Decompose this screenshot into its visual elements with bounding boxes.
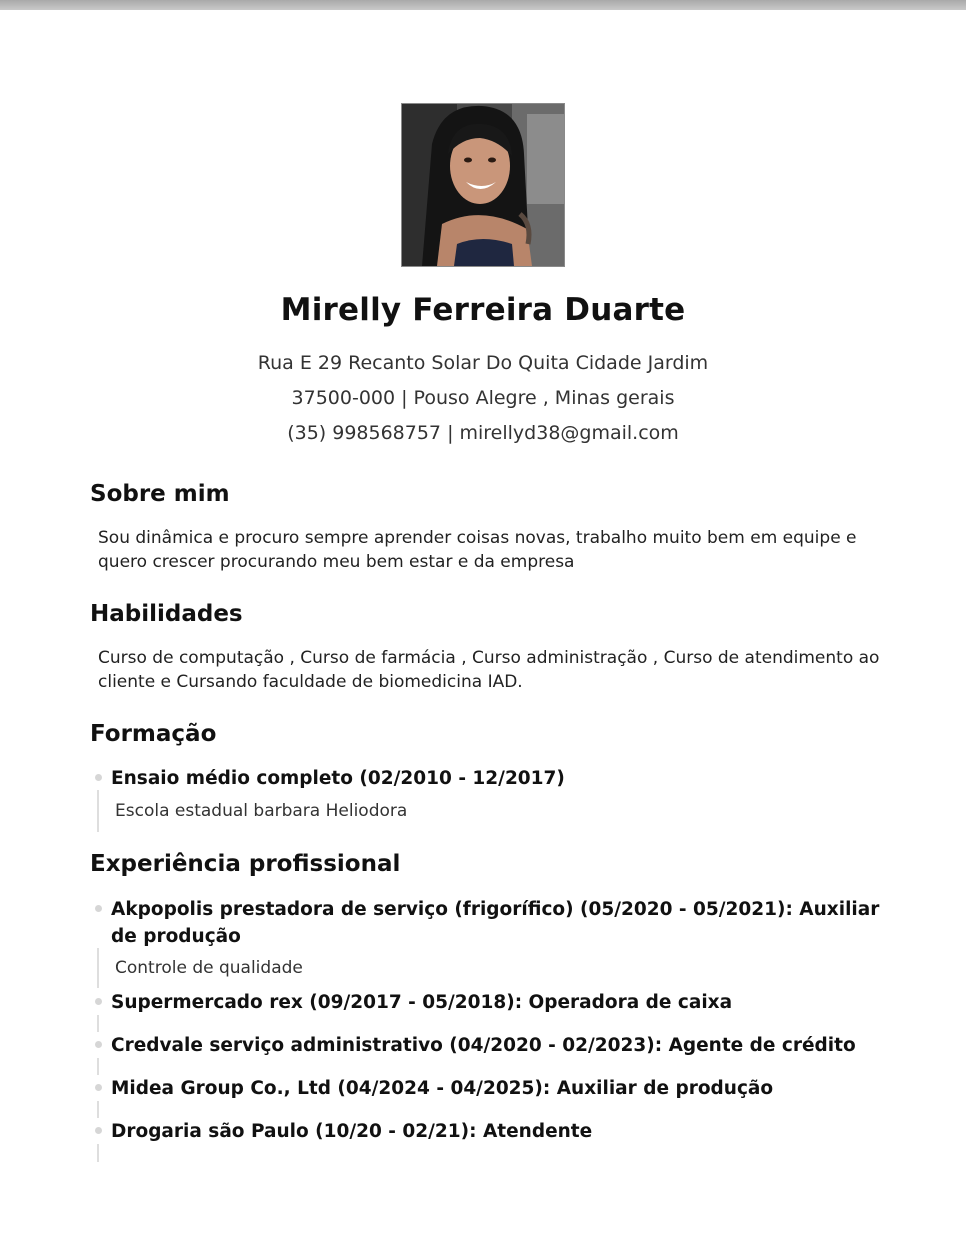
timeline-dot — [95, 1084, 102, 1091]
experiencia-item-title: Supermercado rex (09/2017 - 05/2018): Operadora de caixa — [111, 992, 733, 1013]
section-title-habilidades: Habilidades — [90, 601, 243, 627]
timeline-dot — [95, 905, 102, 912]
habilidades-text: Curso de computação , Curso de farmácia , Curso administração , Curso de atendimento ao cliente e Cursando faculdade de biomedicina IAD. — [98, 648, 880, 692]
timeline-dot — [95, 774, 102, 781]
timeline-line — [97, 1144, 99, 1162]
formacao-item-school: Escola estadual barbara Heliodora — [115, 801, 408, 821]
city-line: 37500-000 | Pouso Alegre , Minas gerais — [291, 387, 675, 409]
experiencia-item-title: Credvale serviço administrativo (04/2020 - 02/2023): Agente de crédito — [111, 1035, 856, 1056]
timeline-dot — [95, 1041, 102, 1048]
timeline-dot — [95, 1127, 102, 1134]
section-title-formacao: Formação — [90, 721, 217, 747]
timeline-dot — [95, 998, 102, 1005]
window-top-bar — [0, 0, 966, 10]
phone-email-line: (35) 998568757 | mirellyd38@gmail.com — [287, 422, 679, 444]
address-line: Rua E 29 Recanto Solar Do Quita Cidade Jardim — [257, 352, 709, 374]
timeline-line — [97, 1015, 99, 1032]
section-title-sobre: Sobre mim — [90, 481, 230, 507]
timeline-line — [97, 790, 99, 832]
formacao-item-title: Ensaio médio completo (02/2010 - 12/2017) — [111, 768, 565, 789]
timeline-line — [97, 1101, 99, 1118]
sobre-text: Sou dinâmica e procuro sempre aprender coisas novas, trabalho muito bem em equipe e quero crescer procurando meu bem estar e da empresa — [98, 528, 857, 572]
experiencia-item-title: Midea Group Co., Ltd (04/2024 - 04/2025): Auxiliar de produção — [111, 1078, 774, 1099]
experiencia-item-title: Drogaria são Paulo (10/20 - 02/21): Atendente — [111, 1121, 593, 1142]
candidate-name: Mirelly Ferreira Duarte — [280, 292, 686, 328]
profile-photo-image — [402, 104, 564, 266]
experiencia-item-title: Akpopolis prestadora de serviço (frigorífico) (05/2020 - 05/2021): Auxiliar de produção — [111, 899, 880, 947]
experiencia-item-description: Controle de qualidade — [115, 958, 303, 978]
profile-photo — [401, 103, 565, 267]
timeline-line — [97, 948, 99, 988]
section-title-experiencia: Experiência profissional — [90, 851, 401, 877]
timeline-line — [97, 1058, 99, 1075]
